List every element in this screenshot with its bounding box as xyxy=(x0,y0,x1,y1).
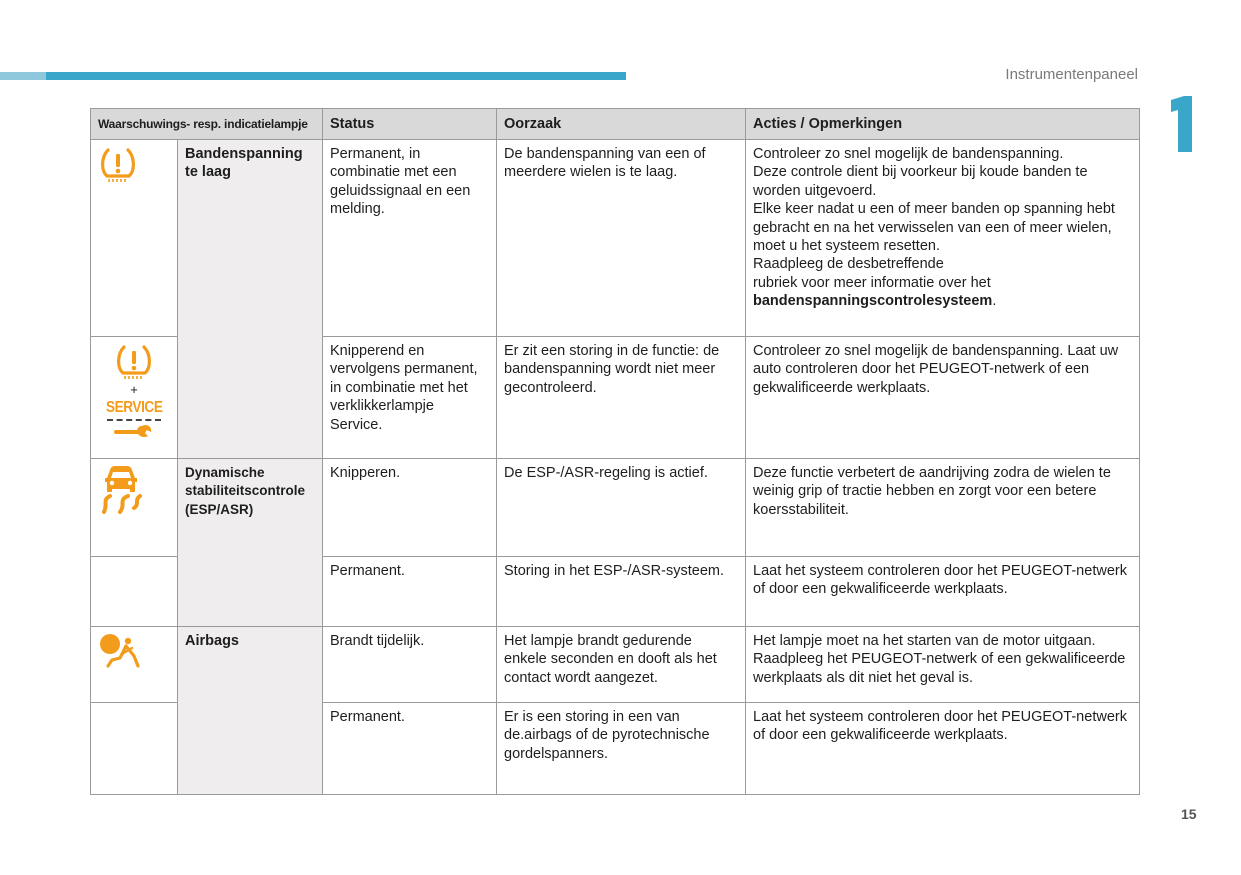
action-line: rubriek voor meer informatie over het xyxy=(753,274,991,291)
cause-cell: Het lampje brandt gedurende enkele seconden en dooft als het contact wordt aangezet. xyxy=(497,627,746,703)
cause-cell: Er is een storing in een van de.airbags of de pyrotechnische gordelspanners. xyxy=(497,703,746,795)
service-divider xyxy=(107,419,161,421)
esp-skid-car-icon xyxy=(98,464,144,516)
tire-pressure-warning-icon xyxy=(98,145,138,185)
header-accent-bar xyxy=(46,72,626,80)
icon-cell xyxy=(91,627,178,703)
icon-cell xyxy=(91,337,178,459)
group-name-esp: Dynamische stabiliteitscontrole (ESP/ASR) xyxy=(178,459,323,627)
icon-cell xyxy=(91,140,178,337)
header-actions: Acties / Opmerkingen xyxy=(746,109,1140,140)
actions-cell: Laat het systeem controleren door het PEUGEOT-netwerk of door een gekwalificeerde werkplaats. xyxy=(746,703,1140,795)
action-line: Deze controle dient bij voorkeur bij koude banden te worden uitgevoerd. xyxy=(753,164,1088,199)
table-row xyxy=(91,459,1140,557)
airbag-icon xyxy=(98,632,142,668)
actions-cell: Deze functie verbetert de aandrijving zodra de wielen te weinig grip of tractie hebben en zorgt voor een betere koersstabiliteit. xyxy=(746,459,1140,557)
action-line: Controleer zo snel mogelijk de bandenspanning. xyxy=(753,146,1064,162)
actions-cell xyxy=(746,140,1140,337)
status-cell: Knipperend en vervolgens permanent, in combinatie met het verklikkerlampje Service. xyxy=(323,337,497,459)
service-label: SERVICE xyxy=(105,399,163,416)
section-title: Instrumentenpaneel xyxy=(1005,66,1138,83)
group-name-airbags: Airbags xyxy=(178,627,323,795)
action-end: . xyxy=(992,293,997,310)
header-lamp: Waarschuwings- resp. indicatielampje xyxy=(91,109,323,140)
action-line: Raadpleeg de desbetreffende xyxy=(753,256,944,273)
cause-cell: Storing in het ESP-/ASR-systeem. xyxy=(497,557,746,627)
status-cell: Permanent. xyxy=(323,557,497,627)
header-cause: Oorzaak xyxy=(497,109,746,140)
icon-cell xyxy=(91,459,178,557)
status-cell: Permanent. xyxy=(323,703,497,795)
action-line: Elke keer nadat u een of meer banden op spanning hebt gebracht en na het verwisselen van een of meer wielen, moet u het systeem resetten. xyxy=(753,201,1115,255)
page-number: 15 xyxy=(1181,806,1197,822)
status-cell: Brandt tijdelijk. xyxy=(323,627,497,703)
table-header-row xyxy=(91,109,1140,140)
icon-cell-empty xyxy=(91,703,178,795)
cause-cell: De bandenspanning van een of meerdere wielen is te laag. xyxy=(497,140,746,337)
table-row xyxy=(91,140,1140,337)
actions-cell: Het lampje moet na het starten van de motor uitgaan. Raadpleeg het PEUGEOT-netwerk of een gekwalificeerde werkplaats als dit niet het geval is. xyxy=(746,627,1140,703)
status-cell: Permanent, in combinatie met een geluidssignaal en een melding. xyxy=(323,140,497,337)
actions-cell: Controleer zo snel mogelijk de bandenspanning. Laat uw auto controleren door het PEUGEOT-netwerk of een gekwalificeerde werkplaats. xyxy=(746,337,1140,459)
table-row xyxy=(91,627,1140,703)
status-cell: Knipperen. xyxy=(323,459,497,557)
header-status: Status xyxy=(323,109,497,140)
icon-cell-empty xyxy=(91,557,178,627)
plus-sign: + xyxy=(130,382,138,397)
cause-cell: De ESP-/ASR-regeling is actief. xyxy=(497,459,746,557)
chapter-number-glyph xyxy=(1168,96,1192,152)
wrench-icon xyxy=(114,425,154,439)
action-line-emphasis xyxy=(753,292,1132,310)
tire-pressure-warning-icon xyxy=(114,342,154,382)
action-bold-term: bandenspanningscontrolesysteem xyxy=(753,293,993,310)
cause-cell: Er zit een storing in de functie: de bandenspanning wordt niet meer gecontroleerd. xyxy=(497,337,746,459)
actions-cell: Laat het systeem controleren door het PEUGEOT-netwerk of door een gekwalificeerde werkplaats. xyxy=(746,557,1140,627)
header-accent-bar-light xyxy=(0,72,46,80)
group-name-tire-pressure: Bandenspanning te laag xyxy=(178,140,323,459)
warning-lights-table xyxy=(90,108,1140,795)
